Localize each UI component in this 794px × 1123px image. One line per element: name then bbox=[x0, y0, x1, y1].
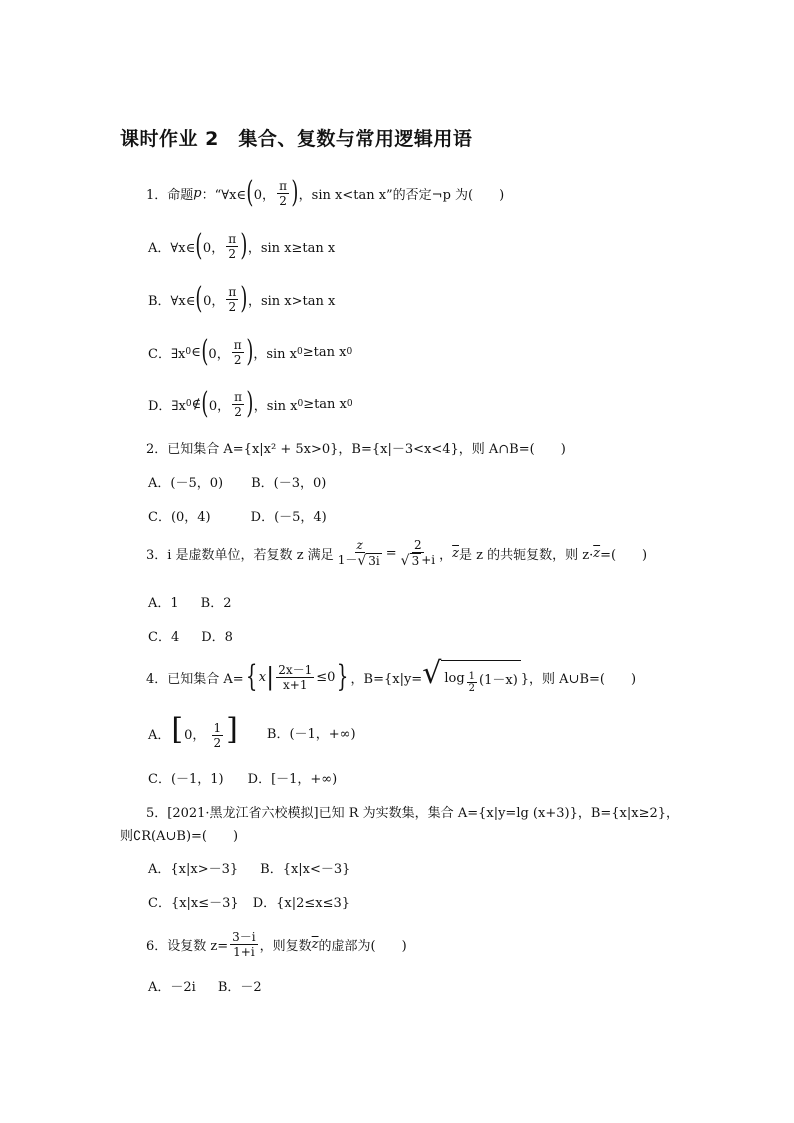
question-1-stem bbox=[146, 175, 505, 210]
q1-text-post: ，sin x<tan x”的否定¬p 为( ) bbox=[298, 187, 505, 203]
q4-options-row-2 bbox=[148, 768, 337, 787]
fraction-pi-over-2: $\frac{\pi}{2}$ bbox=[233, 337, 242, 367]
q6-options-row-1 bbox=[148, 976, 262, 995]
q2-options-row-2 bbox=[148, 506, 327, 525]
fraction-z-over-1-minus-sqrt3i: z 1－ √ 3i bbox=[337, 538, 380, 569]
question-3-stem: 3．i 是虚数单位，若复数 z 满足 z 1－ √ 3i = 2 √ 3 +i ， $\overline{z}$ 是 z 的共轭复数，则 z· $\overline{z}$ =( ) bbox=[146, 538, 648, 569]
q4-option-a: A．[0， $\frac{1}{2}$ ] bbox=[148, 712, 238, 750]
right-paren: ) bbox=[291, 175, 299, 210]
q2-option-b: B．(－3，0) bbox=[251, 476, 327, 491]
q2-option-c: C．(0，4) bbox=[148, 510, 211, 525]
left-paren: ( bbox=[246, 175, 254, 210]
q5-options-row-2 bbox=[148, 892, 350, 911]
q1-text-pre: 1．命题 bbox=[146, 187, 194, 203]
sqrt-log-expression: √ log $\frac{1}{2}$ (1－x) bbox=[422, 660, 521, 694]
q2-options-row-1 bbox=[148, 472, 326, 491]
question-5-stem-line-1: 5．[2021·黑龙江省六校模拟]已知 R 为实数集，集合 A={x|y=lg (x+3)}，B={x|x≥2}， bbox=[146, 806, 680, 821]
q4-option-b: B．(－1，+∞) bbox=[266, 727, 356, 742]
question-5-stem-line-2: 则∁R(A∪B)=( ) bbox=[120, 829, 239, 844]
q1-option-d: D．∃x 0 ∉ ( 0， $\frac{\pi}{2}$ ) ，sin x 0 ≥tan x 0 bbox=[148, 386, 353, 421]
fraction-pi-over-2: $\frac{\pi}{2}$ bbox=[228, 284, 237, 314]
q1-p: p bbox=[193, 185, 202, 201]
fraction-1-over-2: $\frac{1}{2}$ bbox=[213, 721, 222, 750]
q2-option-a: A．(－5，0) bbox=[148, 476, 224, 491]
q1-zero: 0， bbox=[253, 187, 276, 203]
fraction-pi-over-2: $\frac{\pi}{2}$ bbox=[228, 231, 237, 261]
q4-option-c: C．(－1，1) bbox=[148, 772, 224, 787]
fraction-3-minus-i-over-1-plus-i: $\frac{3-i}{1+i}$ bbox=[232, 930, 256, 959]
q3-options-row-2 bbox=[148, 626, 233, 645]
page-title: 课时作业 2 集合、复数与常用逻辑用语 bbox=[120, 128, 473, 150]
fraction-pi-over-2: $\frac{\pi}{2}$ bbox=[279, 178, 287, 208]
q5-options-row-1 bbox=[148, 858, 350, 877]
q5-option-b: B．{x|x<－3} bbox=[260, 862, 351, 877]
q3-option-b: B．2 bbox=[200, 596, 232, 611]
question-2-stem: 2．已知集合 A={x|x² + 5x>0}，B={x|－3<x<4}，则 A∩B=( ) bbox=[146, 442, 566, 457]
question-6-stem: 6．设复数 z= $\frac{3-i}{1+i}$ ，则复数 $\overline{z}$ 的虚部为( ) bbox=[146, 930, 407, 959]
fraction-2x-minus-1-over-x-plus-1: $\frac{2x-1}{x+1}$ bbox=[278, 662, 313, 692]
fraction-1-over-2: $\frac{1}{2}$ bbox=[468, 671, 476, 694]
q3-options-row-1 bbox=[148, 592, 232, 611]
fraction-2-over-sqrt3-plus-i: 2 √ 3 +i bbox=[400, 538, 436, 569]
q1-option-a: A．∀x∈ ( 0， $\frac{\pi}{2}$ ) ，sin x≥tan x bbox=[148, 228, 336, 263]
q5-option-a: A．{x|x>－3} bbox=[148, 862, 239, 877]
q1-text-mid: ：“∀x∈ bbox=[201, 187, 247, 203]
q3-option-d: D．8 bbox=[201, 630, 233, 645]
q4-options-row-1 bbox=[148, 712, 356, 750]
fraction-pi-over-2: $\frac{\pi}{2}$ bbox=[234, 389, 243, 419]
q1-option-c: C．∃x 0 ∈ ( 0， $\frac{\pi}{2}$ ) ，sin x 0 ≥tan x 0 bbox=[148, 334, 353, 369]
q3-option-c: C．4 bbox=[148, 630, 180, 645]
question-4-stem: 4．已知集合 A= { x | $\frac{2x-1}{x+1}$ ≤0 } ，B={x|y= √ log $\frac{1}{2}$ (1－x) }，则 A∪B=( ) bbox=[146, 656, 637, 694]
q4-option-d: D．[－1，+∞) bbox=[247, 772, 338, 787]
q2-option-d: D．(－5，4) bbox=[250, 510, 327, 525]
q5-option-c: C．{x|x≤－3} bbox=[148, 896, 239, 911]
q1-option-b: B．∀x∈ ( 0， $\frac{\pi}{2}$ ) ，sin x>tan x bbox=[148, 281, 336, 316]
q3-option-a: A．1 bbox=[148, 596, 179, 611]
q6-option-a: A．－2i bbox=[148, 980, 196, 995]
q6-option-b: B．－2 bbox=[217, 980, 262, 995]
q5-option-d: D．{x|2≤x≤3} bbox=[252, 896, 351, 911]
